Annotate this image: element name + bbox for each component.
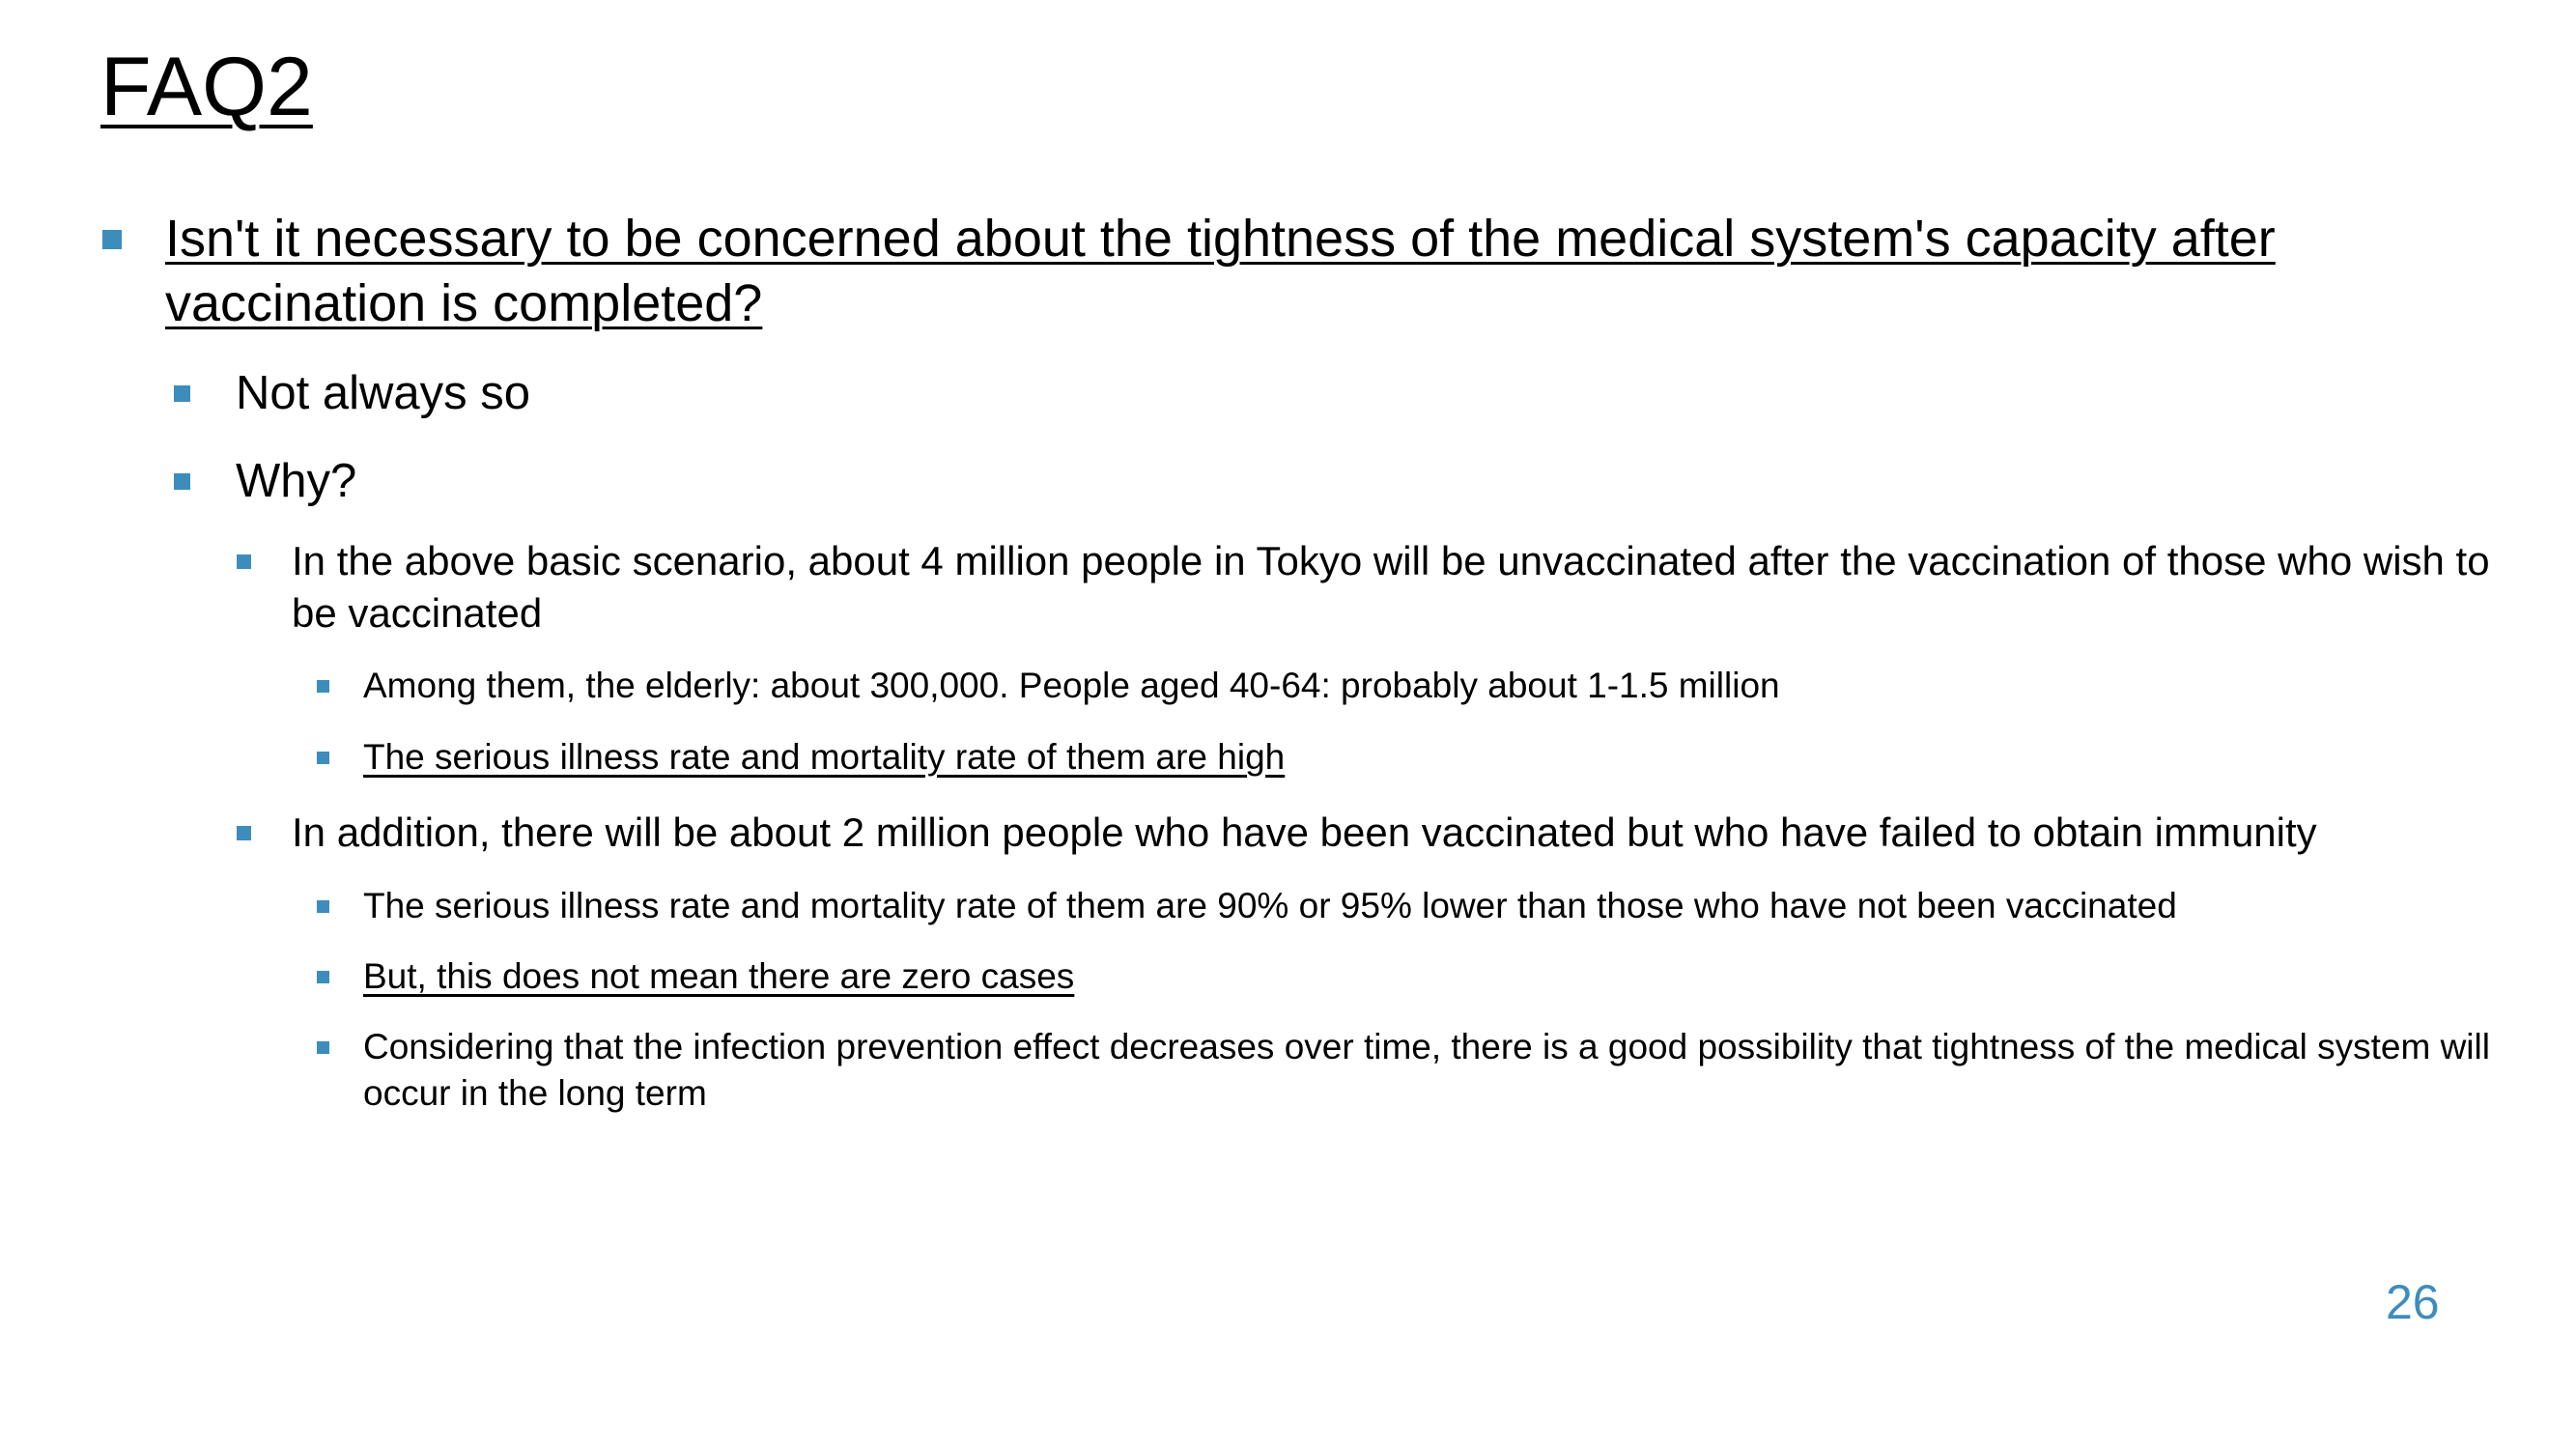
reason-1-detail-1 (317, 663, 2538, 709)
bullet-square-icon (317, 900, 329, 913)
reason-2-detail-2 (317, 953, 2538, 1000)
reason-1-detail-1-text: Among them, the elderly: about 300,000. People aged 40-64: probably about 1-1.5 million (363, 666, 1780, 705)
reason-1-detail-2 (317, 734, 2538, 781)
reason-2-detail-3 (317, 1024, 2567, 1117)
bullet-square-icon (317, 680, 329, 693)
answer-item (174, 364, 2395, 422)
reason-text-1: In the above basic scenario, about 4 million people in Tokyo will be unvaccinated after the vaccination of those who wish to be vaccinated (292, 538, 2490, 636)
bullet-square-icon (102, 230, 122, 249)
reason-1-detail-2-text: The serious illness rate and mortality rate of them are high (363, 737, 1286, 777)
bullet-square-icon (237, 826, 251, 840)
reason-2-detail-2-text: But, this does not mean there are zero cases (363, 956, 1075, 996)
answer-text: Not always so (236, 367, 531, 419)
reason-text-2: In addition, there will be about 2 million people who have been vaccinated but who have failed to obtain immunity (292, 810, 2317, 855)
bullet-square-icon (317, 1041, 329, 1054)
reason-2-detail-1-text: The serious illness rate and mortality rate of them are 90% or 95% lower than those who have not been vaccinated (363, 886, 2177, 925)
reason-2-detail-1 (317, 883, 2538, 929)
slide-title: FAQ2 (100, 41, 313, 133)
faq-question (102, 207, 2420, 336)
reason-2-detail-3-text: Considering that the infection prevention effect decreases over time, there is a good possibility that tightness of the medical system will occur in the long term (363, 1027, 2490, 1113)
page-number: 26 (2386, 1275, 2440, 1329)
reason-item-2 (237, 807, 2526, 859)
why-item (174, 452, 2395, 510)
reason-item-1 (237, 535, 2526, 639)
bullet-square-icon (317, 752, 329, 764)
bullet-square-icon (237, 554, 251, 569)
bullet-square-icon (174, 473, 190, 490)
bullet-square-icon (174, 385, 190, 402)
why-text: Why? (236, 455, 357, 507)
question-text: Isn't it necessary to be concerned about the tightness of the medical system's capacity after vaccination is completed? (165, 210, 2276, 332)
bullet-square-icon (317, 971, 329, 983)
